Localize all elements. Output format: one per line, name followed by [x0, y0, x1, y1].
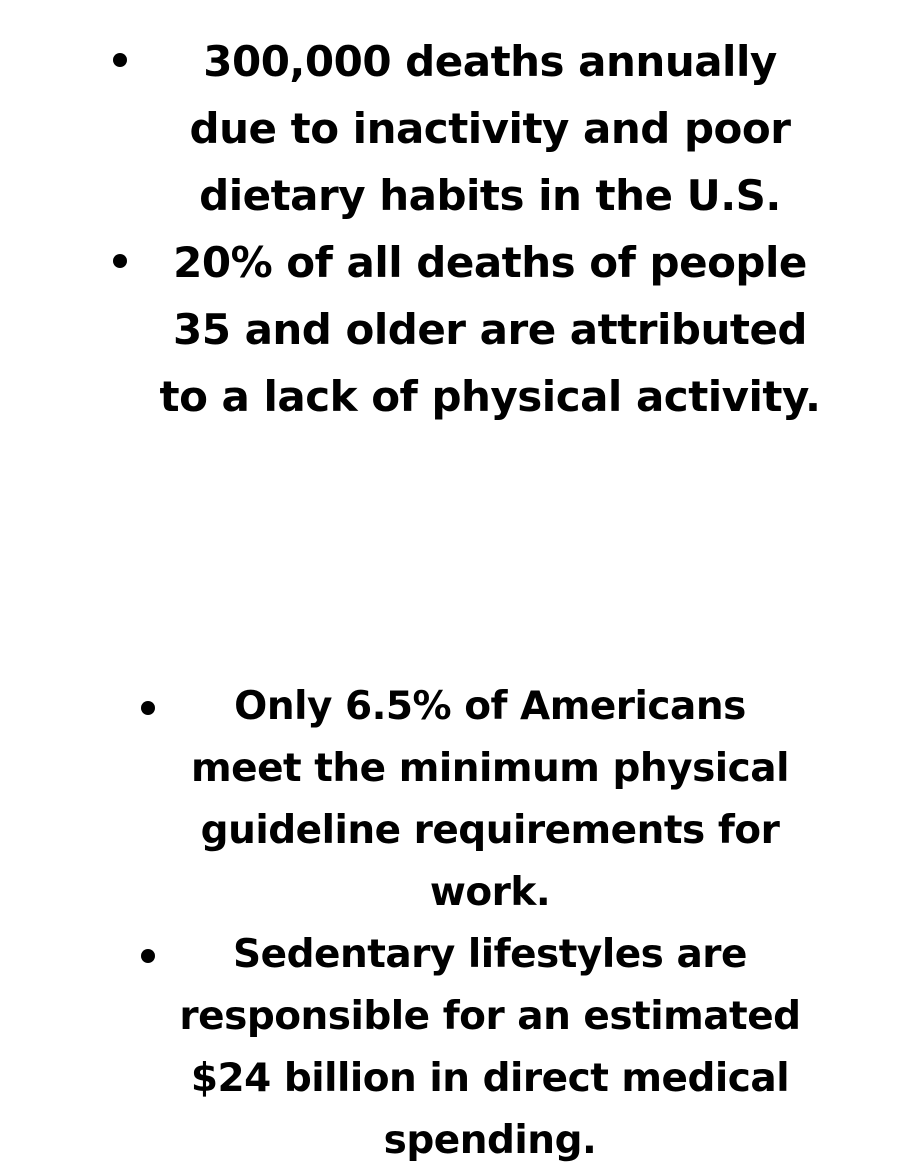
list-item-text: 20% of all deaths of people 35 and older are attributed to a lack of physical activity.: [159, 238, 821, 421]
bullet-icon: [141, 949, 155, 963]
bullet-list-bottom: [0, 670, 900, 1165]
list-item-text: 300,000 deaths annually due to inactivity and poor dietary habits in the U.S.: [189, 37, 791, 220]
bullet-icon: [113, 53, 127, 67]
list-item-text: Only 6.5% of Americans meet the minimum physical guideline requirements for work.: [191, 684, 789, 915]
list-item-text: Sedentary lifestyles are responsible for an estimated $24 billion in direct medical spending.: [179, 932, 801, 1163]
bullet-icon: [113, 254, 127, 268]
bullet-icon: [141, 701, 155, 715]
bullet-list-top: [0, 0, 900, 440]
